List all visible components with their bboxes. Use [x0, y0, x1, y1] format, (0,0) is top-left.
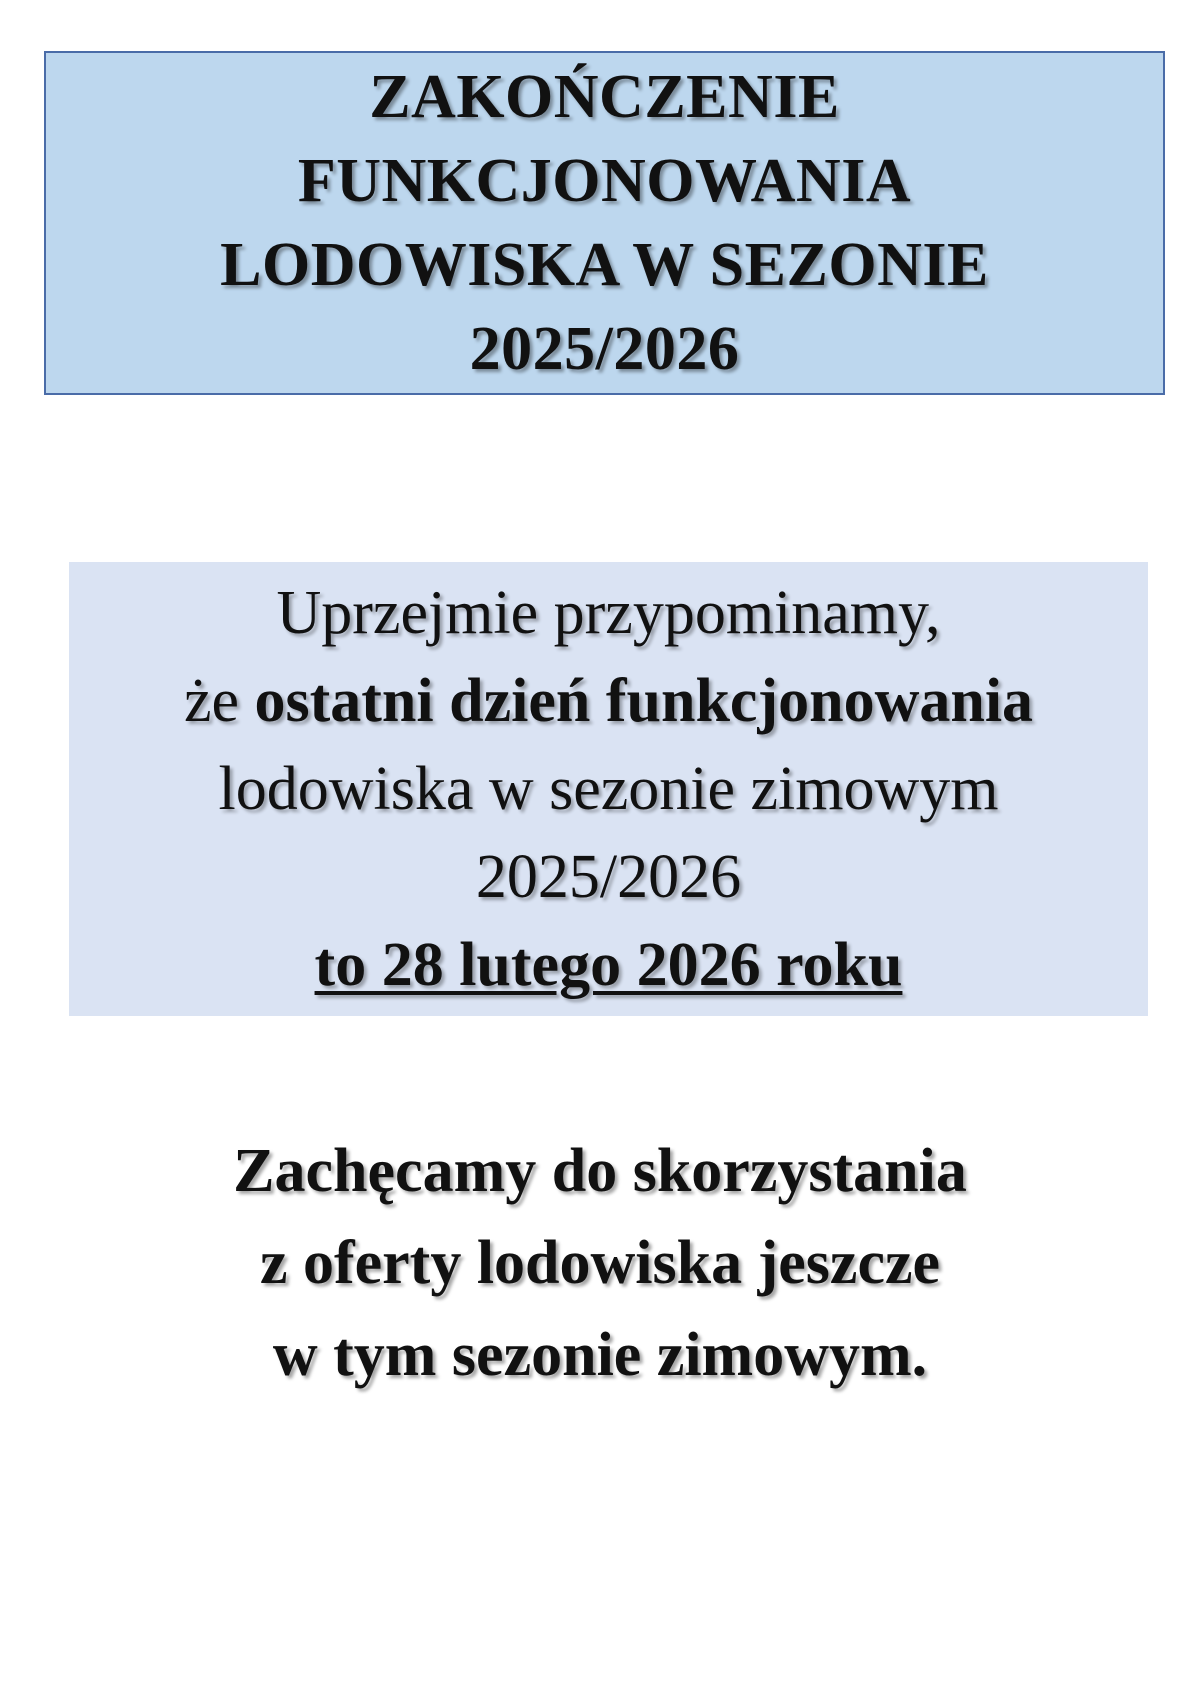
notice-line-2-prefix: że: [183, 667, 255, 735]
title-line-3: LODOWISKA W SEZONIE: [220, 231, 989, 299]
notice-line-2: [184, 657, 1033, 745]
title-line-2: FUNKCJONOWANIA: [297, 147, 912, 215]
notice-line-2-bold: ostatni dzień funkcjonowania: [254, 667, 1034, 735]
notice-line-3: lodowiska w sezonie zimowym: [218, 755, 999, 823]
closing-date: to 28 lutego 2026 roku: [314, 931, 903, 999]
closing-message: [0, 1125, 1200, 1401]
closing-line-1: Zachęcamy do skorzystania: [233, 1137, 967, 1205]
closing-line-2: z oferty lodowiska jeszcze: [259, 1229, 941, 1297]
title-box: [44, 51, 1165, 395]
notice-line-1: Uprzejmie przypominamy,: [276, 579, 941, 647]
title-line-4: 2025/2026: [469, 315, 740, 383]
title-line-1: ZAKOŃCZENIE: [369, 63, 840, 131]
closing-line-3: w tym sezonie zimowym.: [272, 1321, 928, 1389]
notice-line-4: 2025/2026: [475, 843, 742, 911]
notice-box: [69, 562, 1148, 1016]
